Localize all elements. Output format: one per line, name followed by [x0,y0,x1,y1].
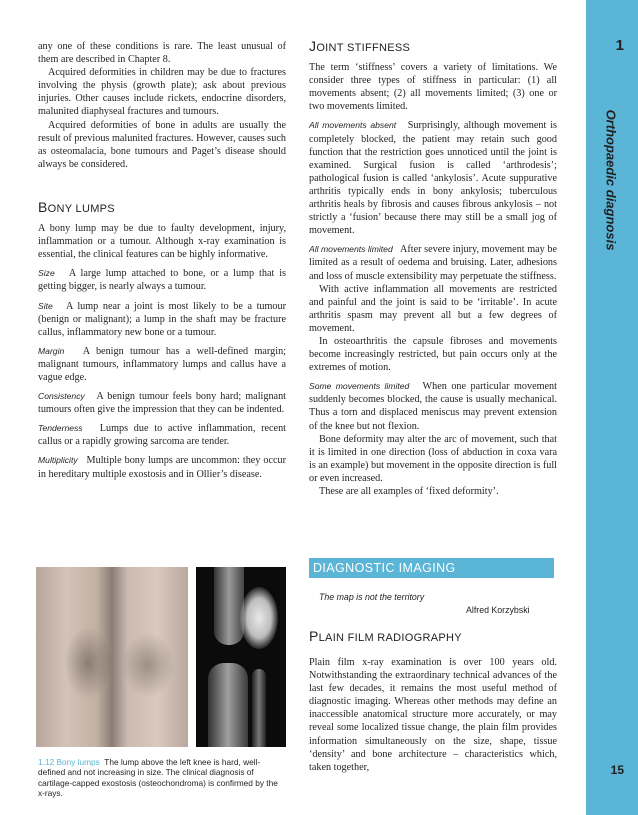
plain-film-body [309,656,557,774]
osteoarthritis-paragraph: In osteoarthritis the capsule fibroses and movements become increasingly restricted, but pain occurs only at the extremes of motion. [309,335,557,374]
page-number: 15 [610,763,624,777]
caption-label: 1.12 Bony lumps [38,757,100,767]
item-multiplicity [38,454,286,480]
chapter-sidebar [586,0,638,815]
movements-absent [309,119,557,237]
femur-shape [214,567,244,645]
item-label: Consistency [38,391,85,402]
diagnostic-imaging-bar [309,558,554,578]
heading-rest: ONY LUMPS [47,202,115,215]
intro-paragraph: any one of these conditions is rare. The least unusual of them are described in Chapter 8. [38,41,286,66]
exostosis-shape [240,587,278,649]
epigraph-quote: The map is not the territory [319,592,425,602]
item-text: A large lump attached to bone, or a lump that is getting bigger, is nearly always a tumour. [38,268,286,293]
item-label: Size [38,268,55,279]
plain-film-paragraph: Plain film x-ray examination is over 100 years old. Notwithstanding the extraordinary technical advances of the last few decades, it remains the most useful method of diagnostic imaging. Whereas other methods may define an inaccessible anatomical structure more accurately, or may reveal some localized tissue change, the plain film provides information simultaneously on the size, shape, tissue ‘density’ and bone architecture – characteristics which, taken together, [309,657,557,773]
heading-initial: J [309,38,317,54]
fibula-shape [252,669,266,747]
item-text: After severe injury, movement may be limited as a result of oedema and bruising. Later, adhesions and loss of muscle extensibility may perpetuate the stiffness. [309,244,558,282]
item-text: A lump near a joint is most likely to be a tumour (benign or malignant); a lump in the shaft may be fracture callus, inflammatory new bone or a tumour. [38,300,287,338]
item-site [38,300,286,339]
item-label: Tenderness [38,423,83,434]
item-text: Multiple bony lumps are uncommon: they occur in hereditary multiple exostosis and in Ollier’s disease. [38,455,286,480]
item-margin [38,345,286,384]
item-label: Margin [38,345,65,356]
heading-rest: OINT STIFFNESS [316,42,411,54]
inflammation-paragraph: With active inflammation all movements are restricted and painful and the joint is said to be ‘irritable’. In acute arthritis spasm may prevent all but a few degrees of movement. [309,283,557,334]
some-movements-limited [309,380,557,432]
plain-film-heading-box [309,628,557,644]
stiffness-intro: The term ‘stiffness’ covers a variety of limitations. We consider three types of stiffness in particular: (1) all movements absent; (2) all movements limited; (3) one or two movements limited. [309,62,557,113]
plain-film-heading [309,628,557,644]
item-tenderness [38,422,286,448]
caption-text: The lump above the left knee is hard, well-defined and not increasing in size. The clinical diagnosis of cartilage-capped exostosis (osteochondroma) is confirmed by the x-rays. [38,757,278,799]
item-text: A benign tumour feels bony hard; malignant tumours often give the impression that they can be indented. [38,391,286,416]
knee-xray [196,567,286,747]
item-label: Site [38,300,53,311]
joint-stiffness-heading [309,40,557,55]
heading-rest: LAIN FILM RADIOGRAPHY [318,632,462,644]
item-text: Surprisingly, although movement is completely blocked, the patient may retain such good function that the restriction goes unnoticed until the joint is examined. Surgical fusion is called ‘arthrodesis’; pathological fusion is called ‘ankylosis’. Acute suppurative arthritis typically ends in bony ankylosis; tuberculous arthritis heals by fibrosis and causes fibrous ankylosis – not strictly a ‘fusion’ because there may still be a small jog of movement. [309,120,558,237]
children-paragraph: Acquired deformities in children may be due to fractures involving the physis (growth plate); ask about previous injuries. Other causes include rickets, endocrine disorders, malunited diaphyseal fractures and tumours. [38,67,286,118]
right-column [309,40,557,498]
movements-limited [309,243,557,282]
epigraph-author: Alfred Korzybski [466,605,530,615]
left-column [38,40,286,481]
chapter-number: 1 [615,37,624,54]
item-label: Multiplicity [38,455,78,466]
diagnostic-imaging-title: DIAGNOSTIC IMAGING [313,561,456,575]
item-label: Some movements limited [309,381,410,392]
figure-caption [38,757,286,799]
tibia-shape [208,663,248,747]
deformity-paragraph: Bone deformity may alter the arc of movement, such that it is limited in one direction (loss of abduction in coxa vara is an example) but movement in the opposite direction is full or even increased. [309,433,557,484]
adults-paragraph: Acquired deformities of bone in adults are usually the result of previous malunited fractures. However, causes such as osteomalacia, bone tumours and Paget’s disease should always be considered. [38,119,286,170]
knee-photo [36,567,188,747]
item-consistency [38,390,286,416]
fixed-deformity-paragraph: These are all examples of ‘fixed deformity’. [319,486,499,497]
heading-initial: B [38,198,48,215]
item-size [38,267,286,293]
heading-initial: P [309,628,319,644]
item-label: All movements limited [309,244,393,255]
item-text: Lumps due to active inflammation, recent callus or a rapidly growing sarcoma are tender. [38,423,286,448]
chapter-title: Orthopaedic diagnosis [603,109,619,251]
item-label: All movements absent [309,120,397,131]
item-text: When one particular movement suddenly becomes blocked, the cause is usually mechanical. Thus a torn and displaced meniscus may prevent extension of the knee but not flexion. [309,381,557,432]
item-text: A benign tumour has a well-defined margin; malignant tumours, inflammatory lumps and callus have a vague edge. [38,345,286,383]
chapter-title-box [596,100,626,260]
bony-lump-paragraph: A bony lump may be due to faulty development, injury, inflammation or a tumour. Although x-ray examination is essential, the clinical features can be highly informative. [38,223,286,261]
figure-images [36,567,286,747]
bony-lumps-heading [38,198,286,216]
